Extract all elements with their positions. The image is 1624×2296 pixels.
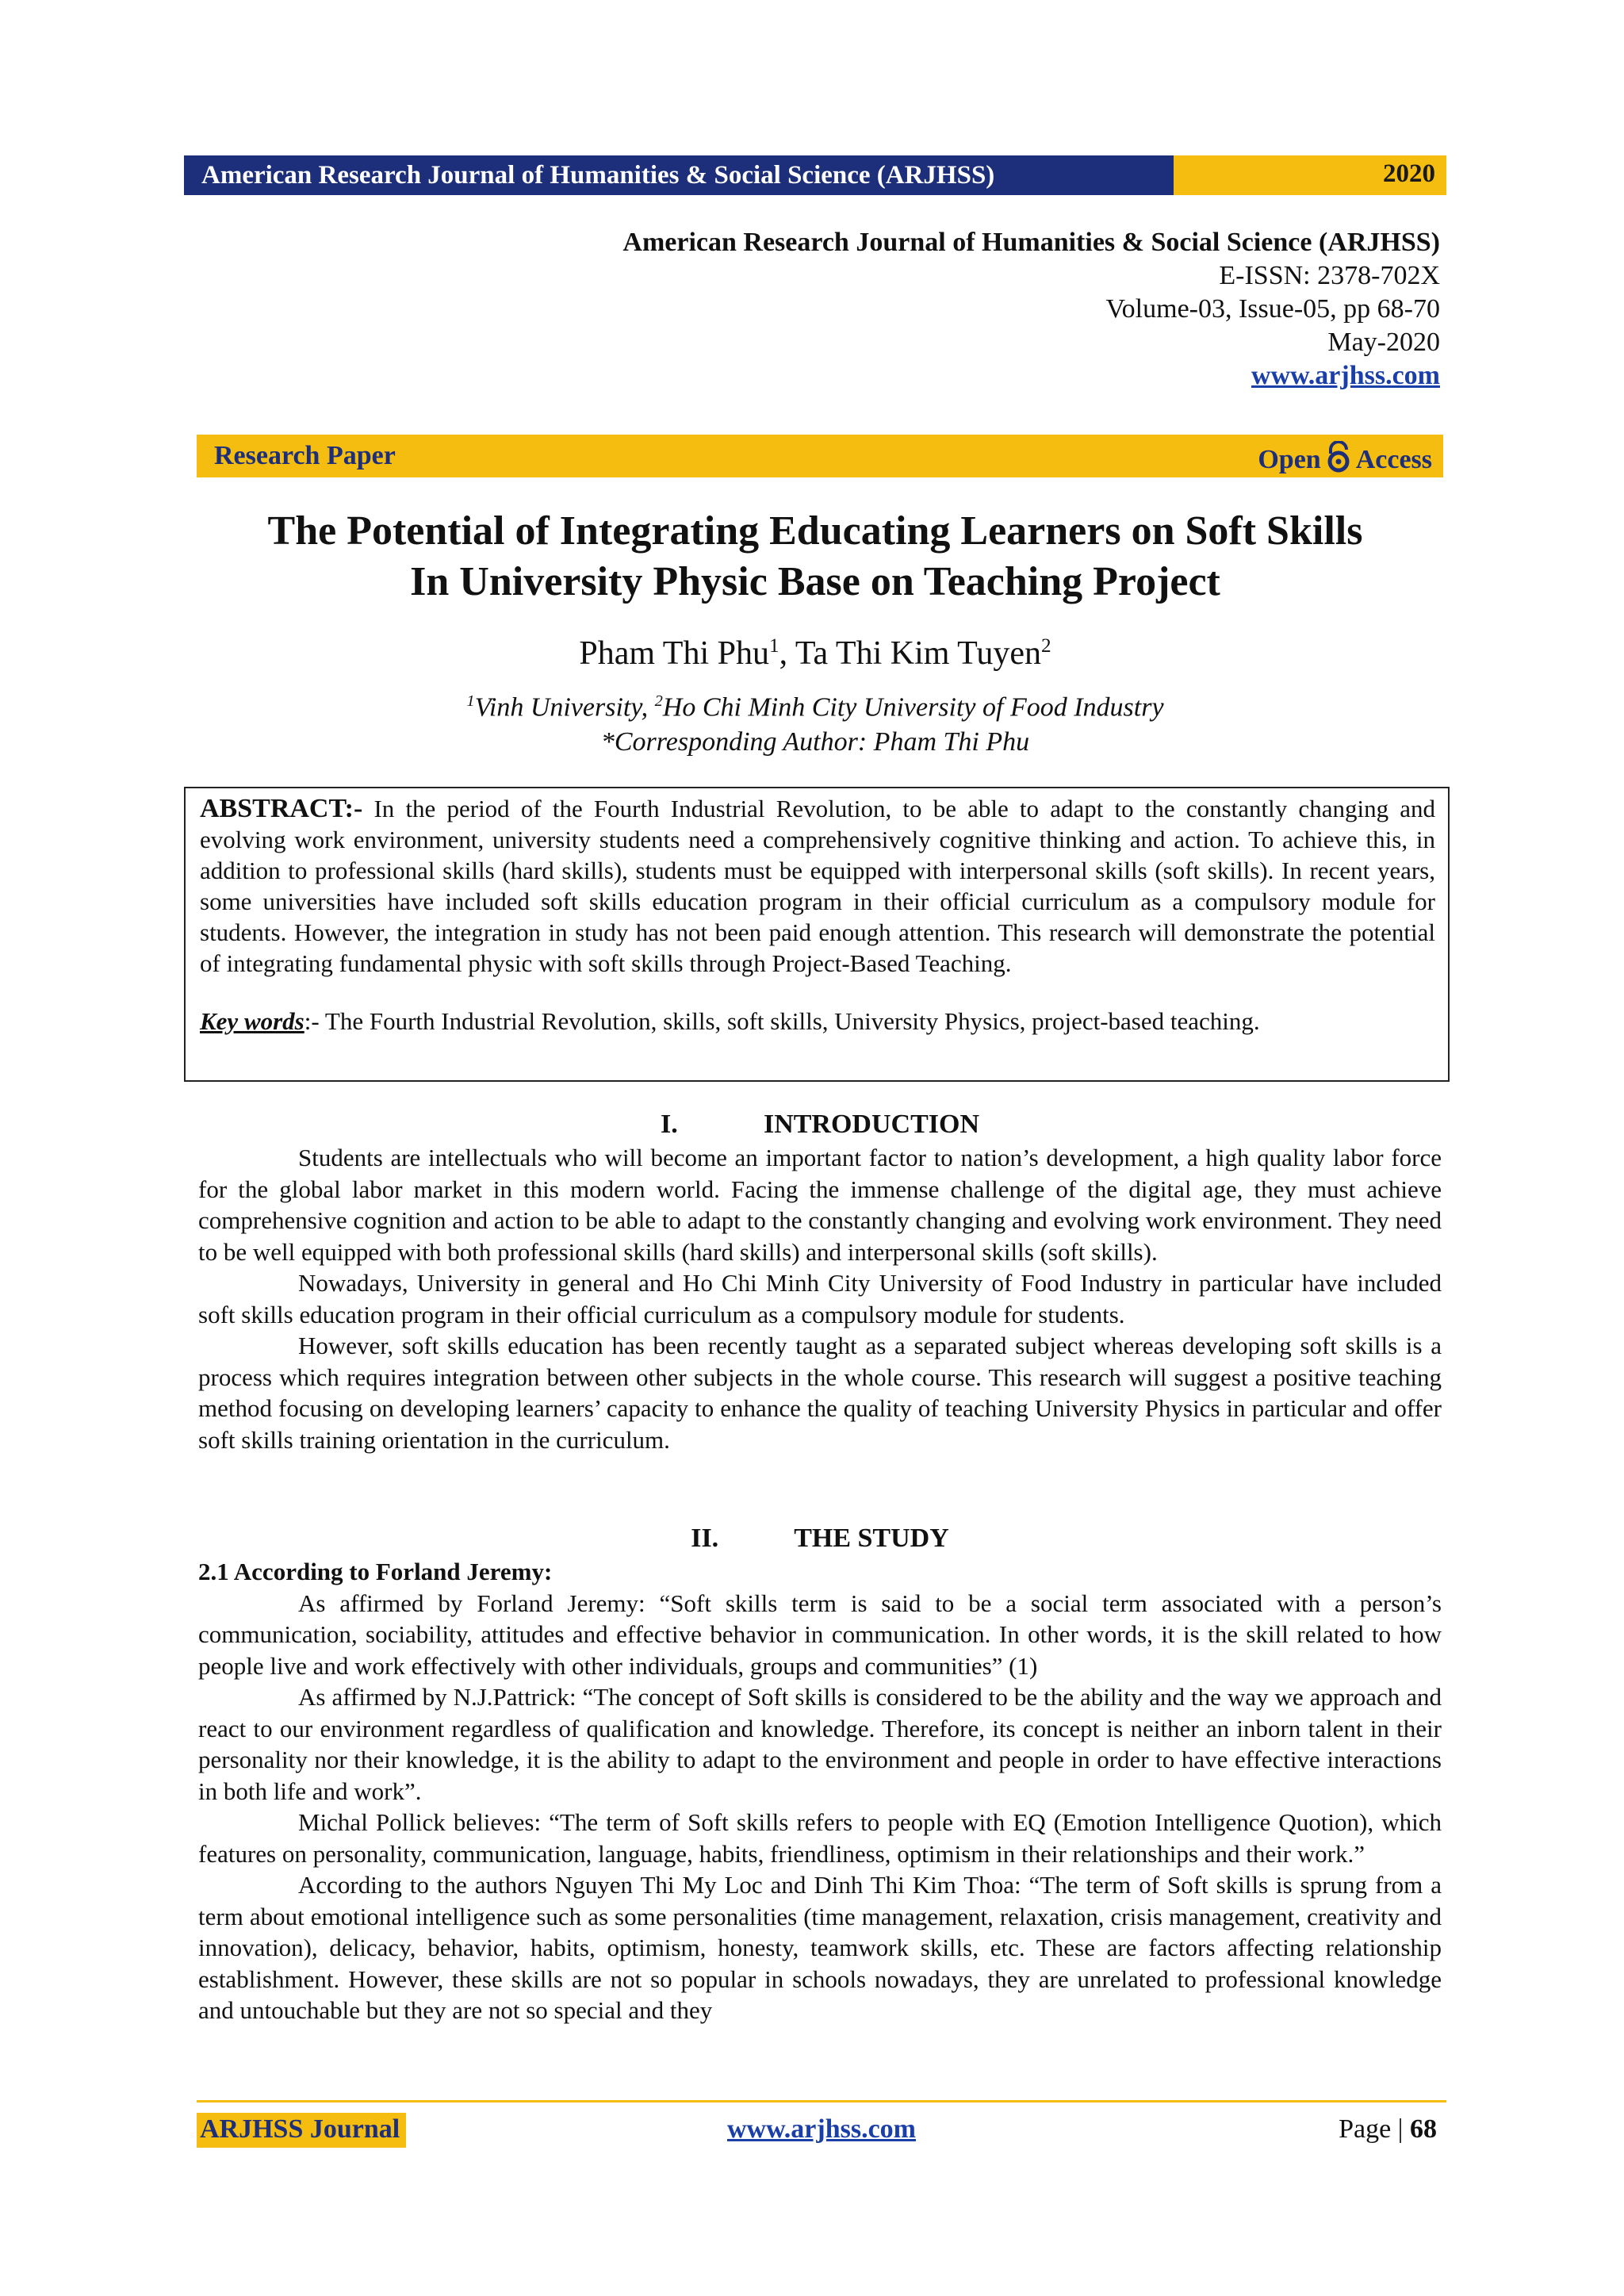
paragraph: However, soft skills education has been recently taught as a separated subject whereas developing soft skills is a process which requires integration between other subjects in the whole course. This research will suggest a positive teaching method focusing on developing learners’ capacity to enhance the quality of teaching University Physics in particular and offer soft skills training orientation in the curriculum. (198, 1332, 1442, 1454)
footer-divider (197, 2100, 1446, 2102)
journal-issn: E-ISSN: 2378-702X (1219, 261, 1440, 290)
section-introduction (198, 1107, 1442, 1455)
journal-date: May-2020 (1327, 328, 1440, 357)
keywords-label: Key words (200, 1007, 304, 1035)
affiliation-2-mark: 2 (654, 692, 663, 710)
paragraph: As affirmed by N.J.Pattrick: “The concept of Soft skills is considered to be the ability and the way we approach and react to our environment regardless of qualification and knowledge. Therefore, its concept is neither an inborn talent in their personality nor their knowledge, it is the ability to adapt to the environment and people in order to have effective interactions in both life and work”. (198, 1683, 1442, 1805)
abstract-body: In the period of the Fourth Industrial Revolution, to be able to adapt to the constantly changing and evolving work environment, university students need a comprehensively cognitive thinking and action. To achieve this, in addition to professional skills (hard skills), students must be equipped with interpersonal skills (soft skills). In recent years, some universities have included soft skills education program in their official curriculum as a compulsory module for students. However, the integration in study has not been paid enough attention. This research will demonstrate the potential of integrating fundamental physic with soft skills through Project-Based Teaching. (200, 795, 1435, 977)
open-access-label (1258, 441, 1432, 475)
keywords-separator: :- (304, 1007, 320, 1035)
journal-info (622, 226, 1440, 393)
affiliation-1-mark: 1 (466, 692, 475, 710)
header-bar (184, 155, 1446, 195)
journal-url-link[interactable]: www.arjhss.com (1251, 361, 1440, 390)
subsection-heading: 2.1 According to Forland Jeremy: (198, 1558, 553, 1585)
paragraph: Students are intellectuals who will become an important factor to nation’s development, a high quality labor force for the global labor market in this modern world. Facing the immense challenge of the digital age, they must achieve comprehensive cognition and action to be able to adapt to the constantly changing and evolving work environment. They need to be well equipped with both professional skills (hard skills) and interpersonal skills (soft skills). (198, 1144, 1442, 1266)
author-1: Pham Thi Phu (579, 635, 769, 672)
author-2: Ta Thi Kim Tuyen (795, 635, 1041, 672)
page-footer (197, 2113, 1446, 2151)
paragraph: As affirmed by Forland Jeremy: “Soft skills term is said to be a social term associated with a person’s communication, sociability, attitudes and effective behavior in communication. In other words, it is the skill related to how people live and work effectively with other individuals, groups and communities” (1) (198, 1589, 1442, 1680)
paper-title (184, 506, 1446, 608)
author-1-affiliation-mark: 1 (768, 635, 779, 657)
section-title: THE STUDY (794, 1524, 949, 1553)
abstract-box (184, 787, 1450, 1082)
section-heading (198, 1107, 1442, 1142)
section-the-study (198, 1521, 1442, 2026)
corresponding-author: *Corresponding Author: Pham Thi Phu (600, 727, 1030, 757)
keywords (200, 1006, 1435, 1037)
affiliation-1: Vinh University, (474, 692, 655, 723)
page-number (1339, 2114, 1437, 2145)
paper-type-bar (197, 435, 1443, 477)
paragraph: According to the authors Nguyen Thi My Loc and Dinh Thi Kim Thoa: “The term of Soft skills is sprung from a term about emotional intelligence such as some personalities (time management, relaxation, crisis management, creativity and innovation), delicacy, behavior, habits, optimism, honesty, teamwork skills, etc. These are factors affecting relationship establishment. However, these skills are not so popular in schools nowadays, they are unrelated to professional knowledge and untouchable but they are not so special and they (198, 1871, 1442, 2024)
journal-volume: Volume-03, Issue-05, pp 68-70 (1105, 294, 1440, 324)
paper-title-line-1: The Potential of Integrating Educating Learners on Soft Skills (267, 508, 1363, 554)
affiliation-line (184, 684, 1446, 725)
affiliation-2: Ho Chi Minh City University of Food Industry (662, 692, 1164, 723)
paper-title-line-2: In University Physic Base on Teaching Project (410, 559, 1220, 604)
open-access-open-text: Open (1258, 445, 1321, 474)
open-access-icon (1323, 441, 1354, 473)
section-heading (198, 1521, 1442, 1556)
section-number: I. (660, 1110, 678, 1139)
footer-journal-label: ARJHSS Journal (197, 2113, 406, 2148)
affiliations (184, 684, 1446, 760)
header-year: 2020 (1383, 159, 1435, 188)
author-2-affiliation-mark: 2 (1041, 635, 1051, 657)
abstract-text (200, 793, 1435, 979)
paragraph: Michal Pollick believes: “The term of Soft skills refers to people with EQ (Emotion Intelligence Quotion), which features on personality, communication, language, habits, friendliness, optimism in their relationships and their work.” (198, 1808, 1442, 1868)
page-number-value: 68 (1410, 2114, 1437, 2144)
section-title: INTRODUCTION (763, 1110, 980, 1139)
paragraph: Nowadays, University in general and Ho Chi Minh City University of Food Industry in particular have included soft skills education program in their official curriculum as a compulsory module for students. (198, 1269, 1442, 1328)
paper-type-label: Research Paper (214, 441, 396, 470)
footer-url-link[interactable]: www.arjhss.com (727, 2114, 916, 2144)
open-access-access-text: Access (1355, 445, 1432, 474)
abstract-heading: ABSTRACT:- (200, 794, 363, 823)
section-number: II. (691, 1524, 719, 1553)
keywords-list: The Fourth Industrial Revolution, skills, soft skills, University Physics, project-based teaching. (319, 1007, 1260, 1035)
authors-separator: , (779, 635, 795, 672)
journal-name: American Research Journal of Humanities & Social Science (ARJHSS) (622, 228, 1440, 257)
page-number-label: Page | (1339, 2114, 1410, 2144)
header-journal-title: American Research Journal of Humanities & Social Science (ARJHSS) (184, 155, 1174, 195)
authors (184, 634, 1446, 673)
